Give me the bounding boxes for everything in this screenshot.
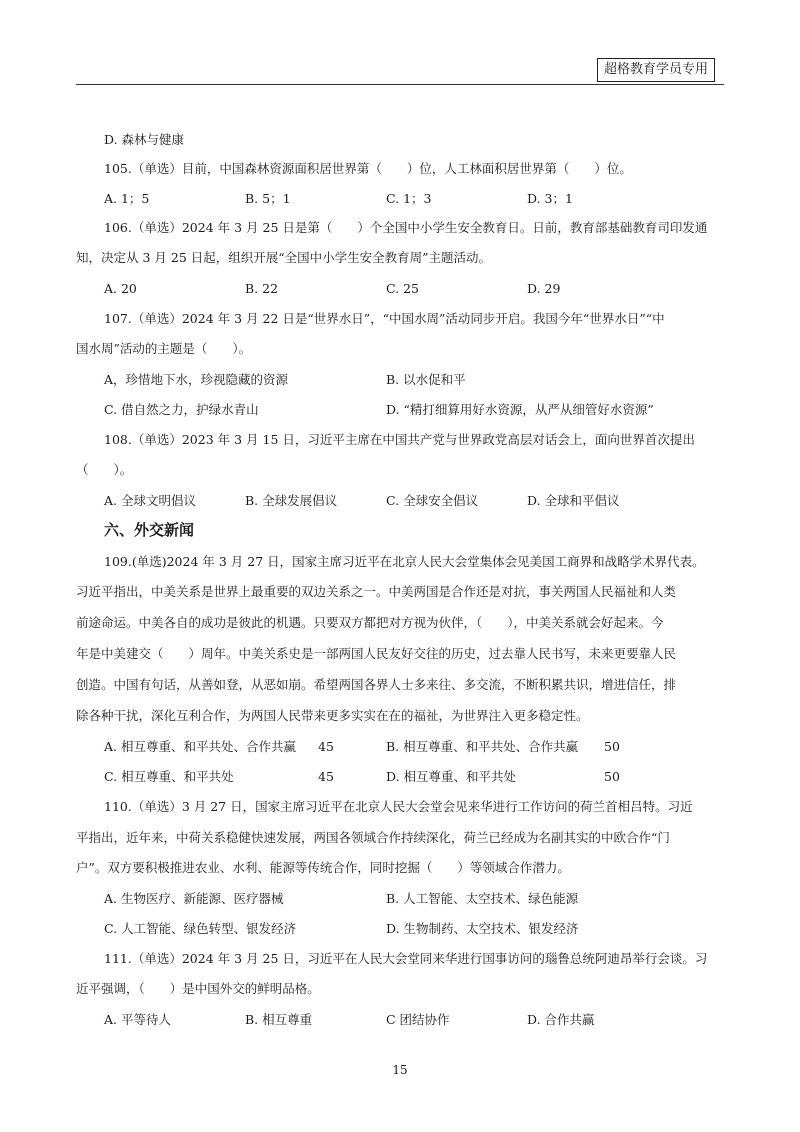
q107-stem-line1: 107.（单选）2024 年 3 月 22 日是“世界水日”，“中国水周”活动同步开启。我国今年“世界水日”“中 <box>104 311 665 326</box>
q109-option-b-number: 50 <box>604 739 620 754</box>
q109-line-1: 109.(单选)2024 年 3 月 27 日，国家主席习近平在北京人民大会堂集体会见美国工商界和战略学术界代表。 <box>104 554 705 569</box>
q107-option-a: A，珍惜地下水，珍视隐藏的资源 <box>104 372 289 387</box>
q107-option-c: C. 借自然之力，护绿水青山 <box>104 402 259 417</box>
q111-stem-line2: 近平强调，（ ）是中国外交的鲜明品格。 <box>76 981 320 996</box>
q105-option-a: A. 1；5 <box>104 191 150 206</box>
q111-option-a: A. 平等待人 <box>104 1012 171 1027</box>
q110-option-d: D. 生物制药、太空技术、银发经济 <box>386 921 579 936</box>
q111-stem-line1: 111.（单选）2024 年 3 月 25 日，习近平在人民大会堂同来华进行国事访问的瑙鲁总统阿迪昂举行会谈。习 <box>104 951 708 966</box>
q109-option-a: A. 相互尊重、和平共处、合作共赢 <box>104 739 296 754</box>
q109-line-3: 前途命运。中美各自的成功是彼此的机遇。只要双方都把对方视为伙伴，（ ），中美关系就会好起来。今 <box>76 615 664 630</box>
q108-option-d: D. 全球和平倡议 <box>527 493 620 508</box>
q109-option-a-number: 45 <box>318 739 334 754</box>
q109-line-2: 习近平指出，中美关系是世界上最重要的双边关系之一。中美两国是合作还是对抗，事关两国人民福祉和人类 <box>76 584 677 599</box>
q109-option-c: C. 相互尊重、和平共处 <box>104 769 234 784</box>
q111-option-c: C 团结协作 <box>386 1012 450 1027</box>
q109-option-d-number: 50 <box>604 769 620 784</box>
header-rule <box>76 84 724 85</box>
q109-line-6: 除各种干扰，深化互利合作，为两国人民带来更多实实在在的福祉，为世界注入更多稳定性。 <box>76 708 589 723</box>
q111-option-d: D. 合作共赢 <box>527 1012 595 1027</box>
q108-option-b: B. 全球发展倡议 <box>245 493 338 508</box>
q106-stem-line1: 106.（单选）2024 年 3 月 25 日是第（ ）个全国中小学生安全教育日。日前，教育部基础教育司印发通 <box>104 220 708 235</box>
q104-option-d: D. 森林与健康 <box>104 132 185 147</box>
q109-line-4: 年是中美建交（ ）周年。中美关系史是一部两国人民友好交往的历史，过去靠人民书写，未来更要靠人民 <box>76 646 677 661</box>
q110-option-c: C. 人工智能、绿色转型、银发经济 <box>104 921 297 936</box>
q106-option-b: B. 22 <box>245 281 279 296</box>
q105-option-b: B. 5；1 <box>245 191 291 206</box>
q106-stem-line2: 知，决定从 3 月 25 日起，组织开展“全国中小学生安全教育周”主题活动。 <box>76 250 492 265</box>
q107-option-d: D. “精打细算用好水资源，从严从细管好水资源” <box>386 402 654 417</box>
q109-option-c-number: 45 <box>318 769 334 784</box>
q109-option-d: D. 相互尊重、和平共处 <box>386 769 517 784</box>
q107-stem-line2: 国水周”活动的主题是（ ）。 <box>76 341 252 356</box>
header-badge: 超格教育学员专用 <box>597 58 715 82</box>
q105-option-d: D. 3；1 <box>527 191 573 206</box>
q105-option-c: C. 1；3 <box>386 191 432 206</box>
q110-option-a: A. 生物医疗、新能源、医疗器械 <box>104 891 284 906</box>
q106-option-c: C. 25 <box>386 281 419 296</box>
q110-line-3: 户”。双方要积极推进农业、水利、能源等传统合作，同时挖掘（ ）等领域合作潜力。 <box>76 860 570 875</box>
q107-option-b: B. 以水促和平 <box>386 372 466 387</box>
q111-option-b: B. 相互尊重 <box>245 1012 313 1027</box>
q106-option-a: A. 20 <box>104 281 137 296</box>
q109-option-b: B. 相互尊重、和平共处、合作共赢 <box>386 739 579 754</box>
q108-stem-line1: 108.（单选）2023 年 3 月 15 日，习近平主席在中国共产党与世界政党高层对话会上，面向世界首次提出 <box>104 432 695 447</box>
q105-stem: 105.（单选）目前，中国森林资源面积居世界第（ ）位，人工林面积居世界第（ ）位。 <box>104 161 632 176</box>
q108-option-a: A. 全球文明倡议 <box>104 493 196 508</box>
q108-option-c: C. 全球安全倡议 <box>386 493 479 508</box>
q109-line-5: 创造。中国有句话，从善如登，从恶如崩。希望两国各界人士多来往、多交流，不断积累共识，增进信任，排 <box>76 677 677 692</box>
q106-option-d: D. 29 <box>527 281 561 296</box>
q108-stem-line2: （ ）。 <box>76 462 133 477</box>
q110-line-2: 平指出，近年来，中荷关系稳健快速发展，两国各领域合作持续深化，荷兰已经成为名副其实的中欧合作“门 <box>76 830 670 845</box>
section-heading-diplomacy: 六、外交新闻 <box>104 521 195 539</box>
page-number: 15 <box>392 1063 408 1077</box>
q110-option-b: B. 人工智能、太空技术、绿色能源 <box>386 891 579 906</box>
q110-line-1: 110.（单选）3 月 27 日，国家主席习近平在北京人民大会堂会见来华进行工作访问的荷兰首相吕特。习近 <box>104 799 693 814</box>
